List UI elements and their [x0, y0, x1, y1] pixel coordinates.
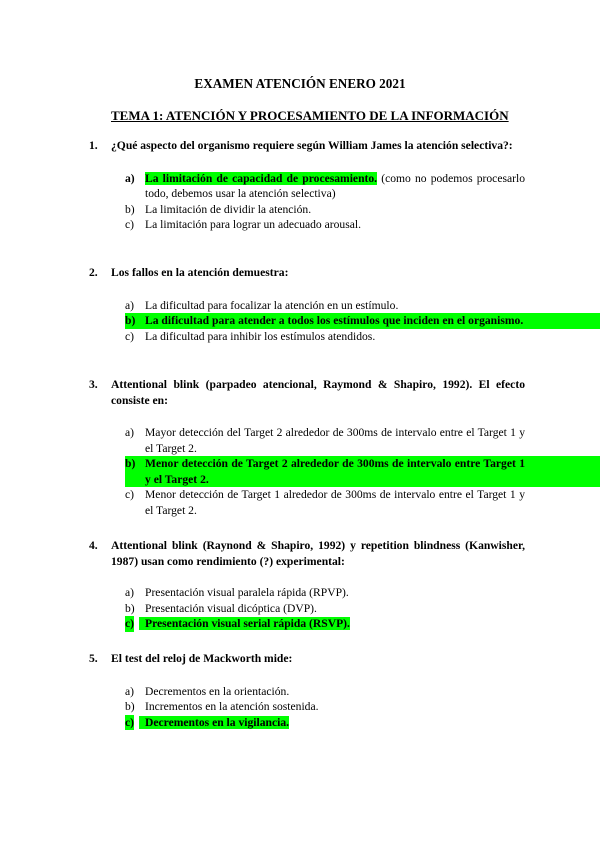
option-letter: c)	[125, 617, 135, 630]
exam-title: EXAMEN ATENCIÓN ENERO 2021	[194, 76, 406, 91]
question-number: 5.	[89, 652, 98, 665]
option-b: b) Presentación visual dicóptica (DVP).	[125, 601, 317, 615]
option-a: a) La dificultad para focalizar la atención en un estímulo.	[125, 298, 399, 312]
options-list	[0, 425, 600, 518]
option-a: a) Mayor detección del Target 2 alrededor de 300ms de intervalo entre el Target 1 y el Target 2.	[125, 426, 525, 455]
options-list	[0, 684, 600, 731]
question-1	[0, 138, 600, 233]
option-b	[125, 313, 600, 329]
option-a: a) La limitación de capacidad de procesamiento. (como no podemos procesarlo todo, debemos usar la atención selectiva)	[125, 171, 526, 200]
option-a: a) Presentación visual paralela rápida (RPVP).	[125, 586, 349, 599]
option-letter: c)	[125, 488, 135, 501]
question-number: 1.	[89, 139, 98, 152]
correct-answer-highlight: La limitación de capacidad de procesamiento.	[145, 171, 378, 185]
option-b: b) La limitación de dividir la atención.	[125, 202, 312, 216]
question-3	[0, 377, 600, 518]
option-c: c) La limitación para lograr un adecuado arousal.	[125, 218, 362, 231]
correct-answer-highlight: Presentación visual serial rápida (RSVP).	[139, 617, 350, 630]
option-b	[125, 456, 600, 487]
question-number: 3.	[89, 378, 98, 391]
option-b: b) Incrementos en la atención sostenida.	[125, 700, 319, 713]
options-list	[0, 298, 600, 345]
correct-answer-highlight: Menor detección de Target 2 alrededor de 300ms de intervalo entre Target 1 y el Target 2.	[145, 457, 525, 486]
option-letter: c)	[125, 218, 135, 231]
option-letter: c)	[125, 715, 135, 729]
option-c: c) Menor detección de Target 1 alrededor de 300ms de intervalo entre el Target 1 y el Target 2.	[125, 488, 525, 517]
option-letter: c)	[125, 329, 135, 343]
option-c: c) La dificultad para inhibir los estímulos atendidos.	[125, 329, 376, 343]
correct-answer-highlight: La dificultad para atender a todos los estímulos que inciden en el organismo.	[145, 314, 524, 327]
option-letter: a)	[125, 298, 135, 312]
option-letter: b)	[125, 202, 135, 216]
question-5	[0, 651, 600, 730]
option-letter: b)	[125, 601, 135, 615]
option-letter: a)	[125, 426, 135, 439]
options-list	[0, 171, 600, 233]
question-text: 4. Attentional blink (Raynond & Shapiro, 1992) y repetition blindness (Kanwisher, 1987) usan como rendimiento (?) experimental:	[89, 539, 525, 568]
question-4	[0, 538, 600, 632]
option-letter: a)	[125, 586, 135, 599]
question-number: 2.	[89, 266, 98, 279]
question-number: 4.	[89, 539, 98, 552]
option-letter: a)	[125, 171, 135, 185]
option-letter: b)	[125, 700, 135, 713]
question-text: 3. Attentional blink (parpadeo atencional, Raymond & Shapiro, 1992). El efecto consiste en:	[89, 378, 525, 407]
correct-answer-highlight: Decrementos en la vigilancia.	[139, 716, 289, 729]
question-2	[0, 265, 600, 344]
option-letter: a)	[125, 684, 135, 698]
option-letter: b)	[125, 314, 136, 327]
option-letter: b)	[125, 457, 136, 470]
question-text: 1. ¿Qué aspecto del organismo requiere según William James la atención selectiva?:	[89, 139, 513, 152]
option-c	[0, 616, 600, 632]
section-heading: TEMA 1: ATENCIÓN Y PROCESAMIENTO DE LA INFORMACIÓN	[111, 108, 509, 123]
options-list	[0, 585, 600, 632]
question-text: 5. El test del reloj de Mackworth mide:	[89, 652, 293, 665]
option-c	[0, 715, 600, 731]
question-text: 2. Los fallos en la atención demuestra:	[89, 266, 289, 279]
option-a: a) Decrementos en la orientación.	[125, 684, 290, 698]
